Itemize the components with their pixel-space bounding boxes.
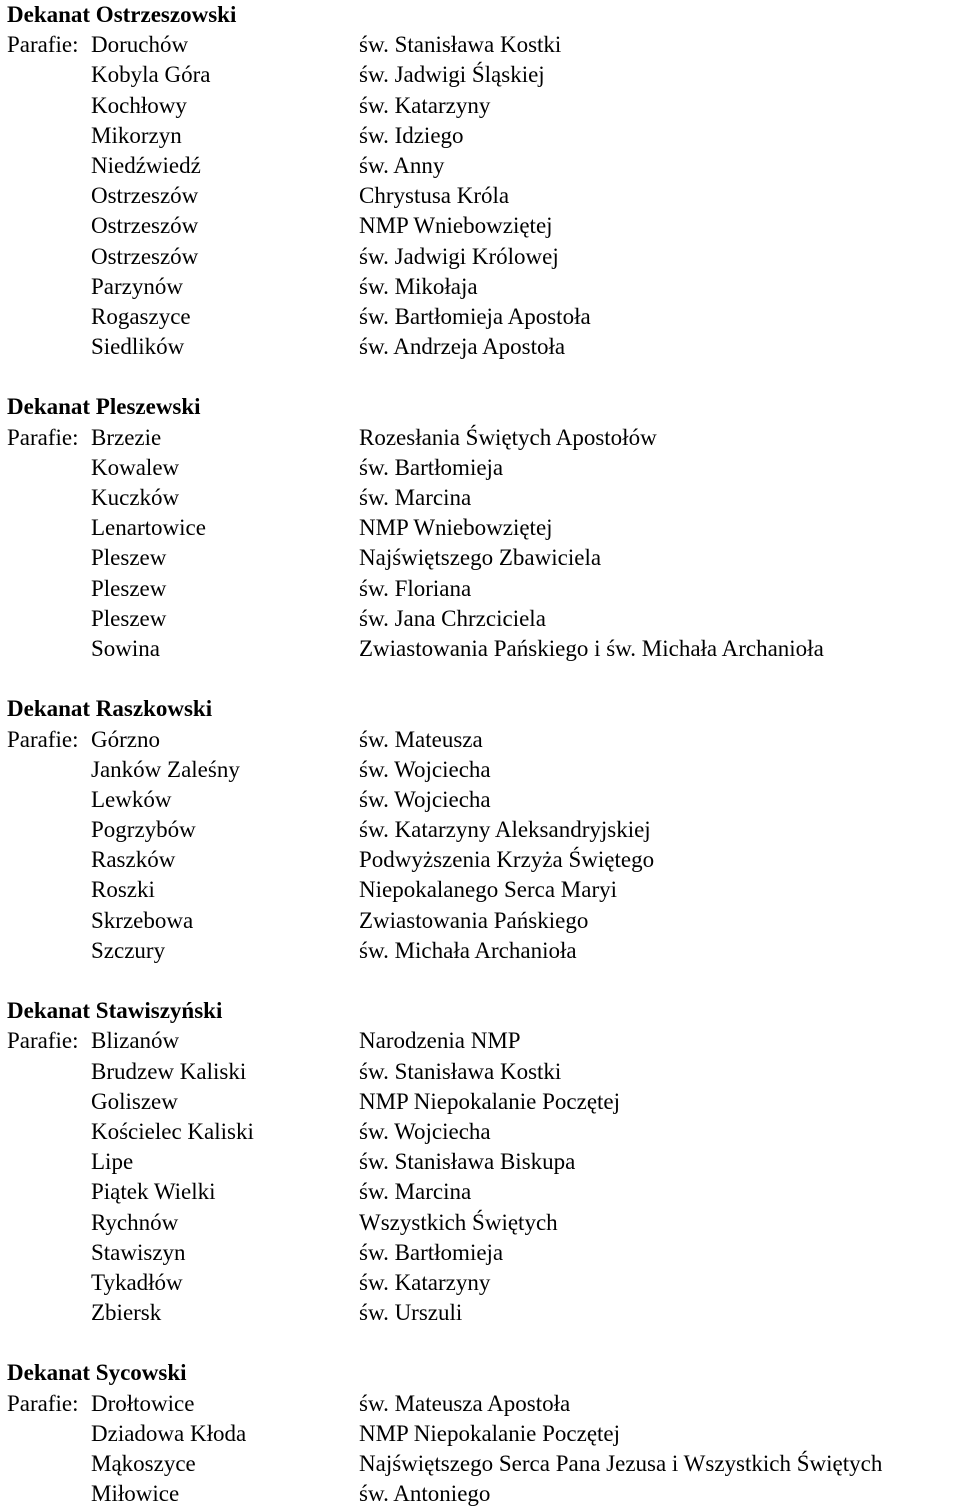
parish-row <box>7 1238 957 1268</box>
parish-patron: św. Stanisława Kostki <box>359 32 562 58</box>
parish-row <box>7 181 957 211</box>
parishes-label: Parafie: <box>7 1028 79 1054</box>
parishes-label: Parafie: <box>7 726 79 752</box>
parish-place: Lipe <box>91 1149 134 1175</box>
parish-patron: św. Stanisława Biskupa <box>359 1149 576 1175</box>
parish-place: Pleszew <box>91 545 167 571</box>
deanery-section <box>7 1358 957 1509</box>
parish-patron: św. Wojciecha <box>359 1118 491 1144</box>
parish-patron: św. Katarzyny Aleksandryjskiej <box>359 817 651 843</box>
parish-patron: św. Bartłomieja <box>359 454 504 480</box>
parish-patron: św. Marcina <box>359 1179 472 1205</box>
parish-row <box>7 1147 957 1177</box>
parish-place: Dziadowa Kłoda <box>91 1420 247 1446</box>
parish-patron: św. Michała Archanioła <box>359 937 577 963</box>
deanery-section <box>7 996 957 1328</box>
parishes-label <box>7 1208 91 1238</box>
parishes-label <box>7 1479 91 1509</box>
parish-row <box>7 121 957 151</box>
parish-patron: Chrystusa Króla <box>359 183 510 209</box>
parish-patron: św. Jana Chrzciciela <box>359 605 546 631</box>
parishes-label <box>7 875 91 905</box>
parish-row <box>7 1057 957 1087</box>
parish-row <box>7 1268 957 1298</box>
parish-row <box>7 1208 957 1238</box>
parish-patron: św. Floriana <box>359 575 472 601</box>
parishes-label: Parafie: <box>7 1390 79 1416</box>
parish-place: Brzezie <box>91 424 162 450</box>
parish-place: Pleszew <box>91 575 167 601</box>
parishes-label <box>7 604 91 634</box>
parish-place: Sowina <box>91 635 160 661</box>
parish-place: Mikorzyn <box>91 122 182 148</box>
parish-patron: św. Wojciecha <box>359 786 491 812</box>
parish-place: Goliszew <box>91 1088 178 1114</box>
parishes-label <box>7 543 91 573</box>
parish-place: Niedźwiedź <box>91 152 201 178</box>
parish-row <box>7 1449 957 1479</box>
parish-row <box>7 936 957 966</box>
parish-patron: Najświętszego Zbawiciela <box>359 545 602 571</box>
parishes-label <box>7 272 91 302</box>
parish-place: Drołtowice <box>91 1390 195 1416</box>
deanery-title: Dekanat Ostrzeszowski <box>7 2 237 27</box>
parish-patron: Wszystkich Świętych <box>359 1209 558 1235</box>
deanery-title: Dekanat Pleszewski <box>7 394 201 420</box>
parishes-label <box>7 242 91 272</box>
parish-row <box>7 725 957 755</box>
parish-patron: NMP Wniebowziętej <box>359 213 553 239</box>
parishes-label <box>7 1057 91 1087</box>
parish-patron: św. Bartłomieja <box>359 1239 504 1265</box>
parish-row <box>7 453 957 483</box>
parishes-label <box>7 453 91 483</box>
parishes-label <box>7 634 91 664</box>
parish-place: Skrzebowa <box>91 907 194 933</box>
parish-row <box>7 151 957 181</box>
parish-row <box>7 332 957 362</box>
parish-row <box>7 574 957 604</box>
parish-row <box>7 1117 957 1147</box>
parish-place: Raszków <box>91 847 176 873</box>
parish-place: Rychnów <box>91 1209 179 1235</box>
parish-place: Kowalew <box>91 454 180 480</box>
parish-patron: św. Mateusza Apostoła <box>359 1390 571 1416</box>
parish-row <box>7 1419 957 1449</box>
parish-patron: św. Katarzyny <box>359 1269 491 1295</box>
parish-place: Brudzew Kaliski <box>91 1058 247 1084</box>
parishes-label <box>7 121 91 151</box>
parish-row <box>7 1298 957 1328</box>
parish-row <box>7 785 957 815</box>
parish-row <box>7 302 957 332</box>
parish-patron: NMP Wniebowziętej <box>359 515 553 541</box>
parish-place: Kobyla Góra <box>91 62 211 88</box>
parishes-label <box>7 845 91 875</box>
parish-place: Górzno <box>91 726 160 752</box>
parish-place: Pleszew <box>91 605 167 631</box>
parish-patron: św. Antoniego <box>359 1481 491 1507</box>
parishes-label <box>7 1419 91 1449</box>
parish-patron: św. Mikołaja <box>359 273 478 299</box>
parish-place: Rogaszyce <box>91 303 191 329</box>
parishes-label <box>7 483 91 513</box>
parish-place: Janków Zaleśny <box>91 756 240 782</box>
parishes-label <box>7 785 91 815</box>
parish-place: Tykadłów <box>91 1269 183 1295</box>
parish-row <box>7 543 957 573</box>
parishes-label <box>7 332 91 362</box>
parishes-label <box>7 1449 91 1479</box>
parishes-label <box>7 906 91 936</box>
parish-row <box>7 1177 957 1207</box>
deanery-section <box>7 0 957 362</box>
parish-row <box>7 845 957 875</box>
parish-patron: Rozesłania Świętych Apostołów <box>359 424 657 450</box>
parishes-label <box>7 755 91 785</box>
parish-place: Piątek Wielki <box>91 1179 216 1205</box>
parishes-label <box>7 815 91 845</box>
parish-patron: św. Andrzeja Apostoła <box>359 334 566 360</box>
deanery-title: Dekanat Stawiszyński <box>7 998 223 1024</box>
parish-patron: Zwiastowania Pańskiego <box>359 907 589 933</box>
parish-patron: św. Jadwigi Królowej <box>359 243 559 269</box>
parish-place: Roszki <box>91 877 155 903</box>
parish-patron: Podwyższenia Krzyża Świętego <box>359 847 655 873</box>
parish-patron: św. Anny <box>359 152 445 178</box>
parish-patron: św. Idziego <box>359 122 464 148</box>
parish-patron: Narodzenia NMP <box>359 1028 521 1054</box>
parishes-label <box>7 1147 91 1177</box>
parish-patron: NMP Niepokalanie Poczętej <box>359 1088 621 1114</box>
parish-row <box>7 1479 957 1509</box>
parish-row <box>7 1026 957 1056</box>
parish-place: Zbiersk <box>91 1300 162 1326</box>
parishes-label <box>7 1117 91 1147</box>
parish-row <box>7 755 957 785</box>
parish-row <box>7 875 957 905</box>
parishes-label <box>7 936 91 966</box>
parish-place: Szczury <box>91 937 166 963</box>
parish-row <box>7 604 957 634</box>
parishes-label <box>7 1238 91 1268</box>
parish-patron: św. Stanisława Kostki <box>359 1058 562 1084</box>
parishes-label <box>7 302 91 332</box>
parish-patron: św. Mateusza <box>359 726 483 752</box>
parish-row <box>7 815 957 845</box>
parish-place: Kościelec Kaliski <box>91 1118 254 1144</box>
parish-place: Mąkoszyce <box>91 1451 196 1476</box>
parish-patron: św. Jadwigi Śląskiej <box>359 62 545 88</box>
parish-place: Stawiszyn <box>91 1239 186 1265</box>
parish-place: Pogrzybów <box>91 817 196 843</box>
parish-patron: św. Urszuli <box>359 1300 463 1326</box>
parish-place: Lewków <box>91 786 172 812</box>
parish-patron: Niepokalanego Serca Maryi <box>359 877 618 903</box>
parishes-label <box>7 211 91 241</box>
parishes-label <box>7 513 91 543</box>
parishes-label <box>7 1268 91 1298</box>
deanery-parish-list <box>7 0 957 1509</box>
parish-row <box>7 1087 957 1117</box>
parish-patron: św. Bartłomieja Apostoła <box>359 303 591 329</box>
parish-row <box>7 91 957 121</box>
parish-patron: św. Marcina <box>359 485 472 510</box>
deanery-section <box>7 392 957 664</box>
parish-place: Kochłowy <box>91 92 187 118</box>
parish-place: Parzynów <box>91 273 183 299</box>
deanery-title: Dekanat Sycowski <box>7 1360 187 1386</box>
parish-patron: Zwiastowania Pańskiego i św. Michała Archanioła <box>359 635 824 661</box>
parish-patron: św. Wojciecha <box>359 756 491 782</box>
parish-row <box>7 60 957 90</box>
parish-row <box>7 211 957 241</box>
parish-place: Doruchów <box>91 32 189 58</box>
parish-place: Lenartowice <box>91 515 206 541</box>
parish-row <box>7 242 957 272</box>
parish-patron: NMP Niepokalanie Poczętej <box>359 1420 621 1446</box>
parish-place: Miłowice <box>91 1481 180 1507</box>
parish-row <box>7 513 957 543</box>
parish-place: Ostrzeszów <box>91 243 199 269</box>
parishes-label: Parafie: <box>7 424 79 450</box>
parish-place: Kuczków <box>91 485 180 510</box>
parish-row <box>7 423 957 453</box>
parish-row <box>7 634 957 664</box>
parish-place: Ostrzeszów <box>91 183 199 209</box>
parishes-label: Parafie: <box>7 32 79 58</box>
parishes-label <box>7 1298 91 1328</box>
parish-row <box>7 1389 957 1419</box>
parish-row <box>7 30 957 60</box>
deanery-title: Dekanat Raszkowski <box>7 696 213 722</box>
parish-row <box>7 906 957 936</box>
parishes-label <box>7 1087 91 1117</box>
parish-place: Siedlików <box>91 334 185 360</box>
parish-row <box>7 483 957 513</box>
parish-row <box>7 272 957 302</box>
parish-patron: Najświętszego Serca Pana Jezusa i Wszystkich Świętych <box>359 1451 883 1476</box>
parish-patron: św. Katarzyny <box>359 92 491 118</box>
parishes-label <box>7 151 91 181</box>
parishes-label <box>7 60 91 90</box>
parish-place: Blizanów <box>91 1028 180 1054</box>
parishes-label <box>7 91 91 121</box>
parishes-label <box>7 181 91 211</box>
parishes-label <box>7 1177 91 1207</box>
parishes-label <box>7 574 91 604</box>
deanery-section <box>7 694 957 966</box>
parish-place: Ostrzeszów <box>91 213 199 239</box>
